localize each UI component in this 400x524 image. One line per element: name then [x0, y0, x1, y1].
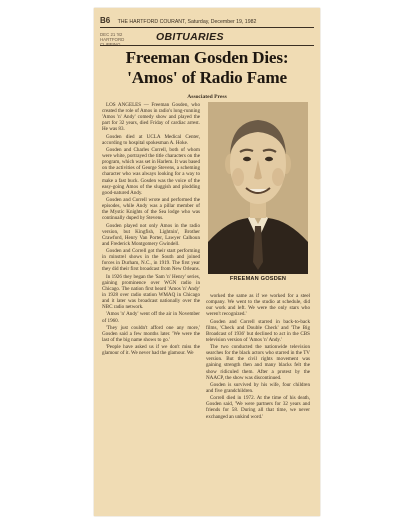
portrait-illustration [208, 102, 308, 274]
clipping-stamp: DEC 21 '82 HARTFORD [100, 32, 125, 42]
section-label: OBITUARIES [156, 31, 224, 43]
paragraph: worked the same as if we worked for a steel company. We went to the studio at schedule, did our work and left. We were the only stars who weren't recognized.' [206, 293, 310, 318]
masthead-rule [100, 27, 314, 28]
portrait-photo [208, 102, 308, 274]
section-row [100, 30, 314, 44]
paragraph: Gosden and Charles Correll, both of whom were white, portrayed the title characters on the program, which was set in Harlem. It was based on the activities of George Stevens, a scheming character who was always looking for a way to make a fast buck. Gosden was the voice of the easy-going Amos of the sluggish and plodding good-natured Andy. [102, 147, 200, 196]
paragraph: Gosden played not only Amos in the radio version, but Kingfish, Lightnin', Brother Crawford, Henry Van Porter, Lawyer Calhoun and Frederick Montgomery Gwindell. [102, 222, 200, 247]
headline: Freeman Gosden Dies: 'Amos' of Radio Fame [125, 48, 289, 87]
paragraph: Gosden and Correll starred in back-to-back films, 'Check and Double Check' and 'The Big Broadcast of 1936' but declined to act in the CBS television version of 'Amos 'n' Andy.' [206, 318, 310, 343]
paragraph: 'They just couldn't afford one any more,' Gosden said a few months later. 'We were the last of the big name shows to go.' [102, 324, 200, 343]
article-right-column [206, 293, 310, 498]
paragraph: Correll died in 1972. At the time of his death, Gosden said, 'We were partners for 32 years and friends for 58. During all that time, we never exchanged an unkind word.' [206, 395, 310, 420]
newspaper-clipping [94, 8, 320, 516]
section-rule [100, 45, 314, 46]
byline: Associated Press [187, 94, 227, 100]
paragraph: Gosden and Correll wrote and performed the episodes, while Andy was a pillar member of the Mystic Knights of the Sea lodge who was continually duped by Stevens. [102, 196, 200, 222]
masthead-line: THE HARTFORD COURANT, Saturday, December 19, 1982 [117, 19, 257, 25]
paragraph: 'People have asked us if we don't miss the glamour of it. We never had the glamour. We [102, 344, 200, 357]
photo-caption: FREEMAN GOSDEN [229, 276, 287, 282]
paragraph: Gosden is survived by his wife, four children and five grandchildren. [206, 381, 310, 394]
paragraph: Gosden died at UCLA Medical Center, according to hospital spokesman A. Hoke. [102, 133, 200, 146]
page-number: B6 [100, 16, 111, 25]
paragraph: The two conducted the nationwide television searches for the black actors who starred in the TV version. But the civil rights movement was gaining strength then and many blacks felt the show ridiculed them. After a protest by the NAACP, the show was discontinued. [206, 344, 310, 381]
paragraph: LOS ANGELES — Freeman Gosden, who created the role of Amos in radio's long-running 'Amos 'n' Andy' comedy show and played the part for 32 years, died Friday of cardiac arrest. He was 83. [102, 102, 200, 133]
paragraph: 'Amos 'n' Andy' went off the air in November of 1960. [102, 311, 200, 324]
paragraph: In 1926 they began the 'Sam 'n' Henry' series, gaining prominence over WGN radio in Chicago. The nation first heard 'Amos 'n' Andy' in 1928 over radio station WMAQ in Chicago and it later was broadcast nationally over the NBC radio network. [102, 273, 200, 311]
masthead [100, 16, 314, 25]
paragraph: Gosden and Correll got their start performing in minstrel shows in the South and joined forces in Durham, N.C., in 1919. The first year they did their first broadcast from New Orleans. [102, 248, 200, 273]
article-left-column [102, 102, 200, 502]
